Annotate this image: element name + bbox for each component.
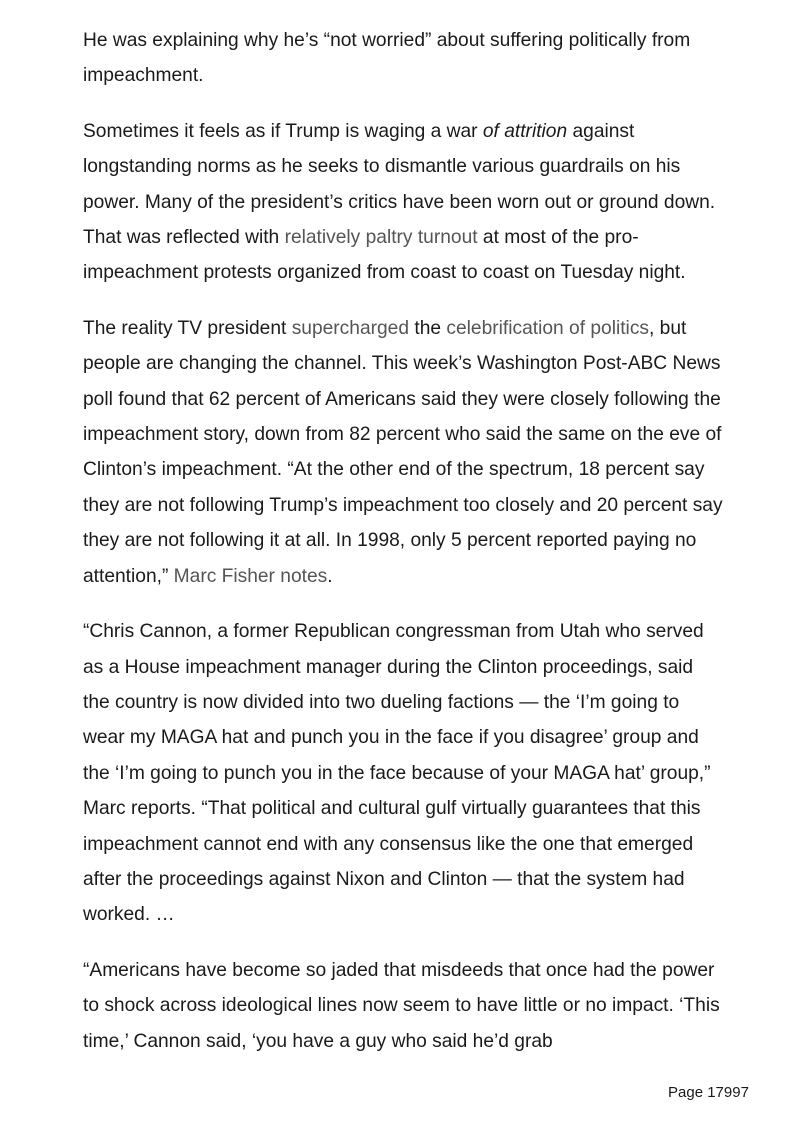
paragraph-2-text-b: against longstanding norms as he seeks to dismantle various guardrails on his power. Many of the president’s critics have been worn out or ground down. That was reflected with <box>83 120 716 249</box>
paragraph-2-text-c: at most of the pro-impeachment protests organized from coast to coast on Tuesday night. <box>83 227 686 284</box>
paragraph-4-text: “Chris Cannon, a former Republican congressman from Utah who served as a House impeachment manager during the Clinton proceedings, said the country is now divided into two dueling factions — the ‘I’m going to wear my MAGA hat and punch you in the face if you disagree’ group and the ‘I’m going to punch you in the face because of your MAGA hat’ group,” Marc reports. “That political and cultural gulf virtually guarantees that this impeachment cannot end with any consensus like the one that emerged after the proceedings against Nixon and Clinton — that the system had worked. … <box>83 621 711 926</box>
link-celebrification-of-politics[interactable]: celebrification of politics <box>446 317 650 339</box>
link-supercharged[interactable]: supercharged <box>291 317 410 339</box>
paragraph-5-text: “Americans have become so jaded that misdeeds that once had the power to shock across ideological lines now seem to have little or no impact. ‘This time,’ Cannon said, ‘you have a guy who said he’d grab <box>83 959 720 1052</box>
paragraph-2-text-a: Sometimes it feels as if Trump is waging a war <box>83 120 483 142</box>
page-number: Page 17997 <box>668 1084 749 1101</box>
paragraph-5 <box>83 953 723 1059</box>
paragraph-3-text-a: The reality TV president <box>83 317 292 339</box>
emphasis-attrition: of attrition <box>482 120 568 142</box>
paragraph-3-text-d: . <box>327 565 333 587</box>
paragraph-3 <box>83 311 723 594</box>
link-marc-fisher-notes[interactable]: Marc Fisher notes <box>173 565 328 587</box>
paragraph-1-text: He was explaining why he’s “not worried” about suffering politically from impeachment. <box>83 30 691 87</box>
paragraph-2 <box>83 114 723 291</box>
paragraph-4 <box>83 614 723 933</box>
paragraph-1 <box>83 23 723 94</box>
paragraph-3-text-c: , but people are changing the channel. This week’s Washington Post-ABC News poll found that 62 percent of Americans said they were closely following the impeachment story, down from 82 percent who said the same on the eve of Clinton’s impeachment. “At the other end of the spectrum, 18 percent say they are not following Trump’s impeachment too closely and 20 percent say they are not following it at all. In 1998, only 5 percent reported paying no attention,” <box>83 317 723 587</box>
link-relatively-paltry-turnout[interactable]: relatively paltry turnout <box>284 227 478 249</box>
article-body <box>83 23 723 1079</box>
paragraph-3-text-b: the <box>409 317 447 339</box>
